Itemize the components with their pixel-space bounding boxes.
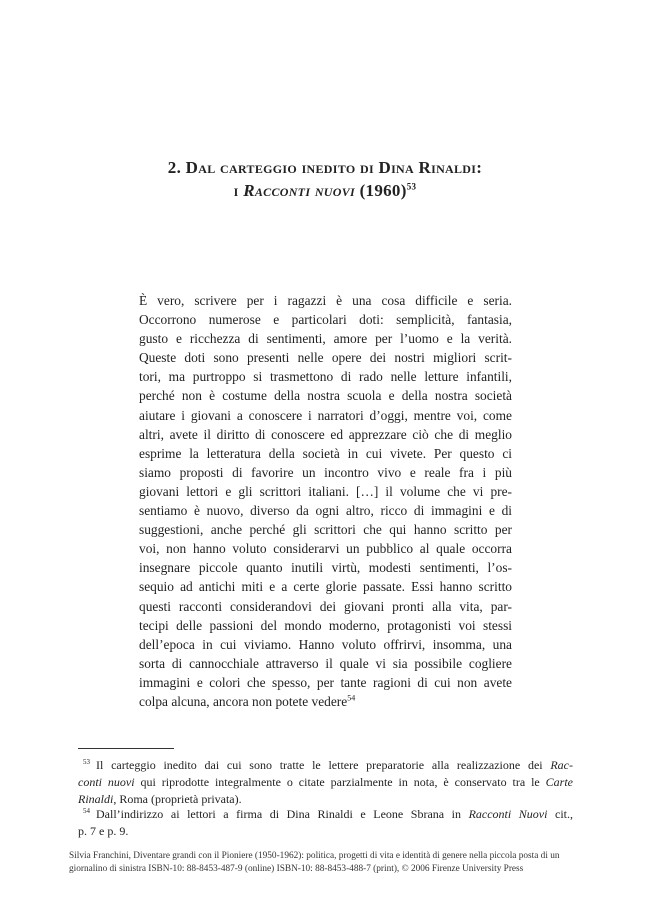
footnote-divider bbox=[78, 748, 174, 749]
footnote-54-line: p. 7 e p. 9. bbox=[78, 824, 129, 838]
quote-line: perché non è costume della nostra scuola e della nostra società bbox=[139, 388, 512, 404]
footnote-53-italic: Rac- bbox=[550, 758, 573, 772]
footnote-54-text: Dall’indirizzo ai lettori a firma di Dina Rinaldi e Leone Sbrana in bbox=[96, 807, 469, 821]
footnote-53-italic: Rinaldi bbox=[78, 792, 114, 806]
footnote-53-line bbox=[78, 774, 573, 791]
quote-line: aiutare i giovani a conoscere i narratori d’oggi, mentre voi, come bbox=[139, 407, 512, 423]
footnote-54-italic: Racconti Nuovi bbox=[468, 807, 548, 821]
quote-line: Occorrono numerose e particolari doti: semplicità, fantasia, bbox=[139, 312, 512, 328]
quote-line: Queste doti sono presenti nelle opere dei nostri migliori scrit- bbox=[139, 350, 512, 366]
footnote-53-italic: conti nuovi bbox=[78, 775, 135, 789]
section-title-line-2 bbox=[0, 181, 650, 201]
quote-line: voi, non hanno voluto considerarvi un pubblico al quale occorra bbox=[139, 541, 512, 557]
footnote-54-text: cit., bbox=[547, 807, 573, 821]
quote-line: immagini e colori che spesso, per tante ragioni di cui non avete bbox=[139, 674, 512, 690]
footnote-ref-54[interactable]: 54 bbox=[347, 693, 356, 703]
quote-line: tecipi delle passioni del mondo moderno, protagonisti voi stessi bbox=[139, 617, 512, 633]
quote-line: siamo proposti di favorire un incontro vivo e reale fra i più bbox=[139, 464, 512, 480]
quote-line: suggestioni, anche perché gli scrittori che qui hanno scritto per bbox=[139, 522, 512, 538]
footnote-54-line bbox=[78, 806, 573, 823]
footer-line: giornalino di sinistra ISBN-10: 88-8453-487-9 (online) ISBN-10: 88-8453-488-7 (print), © 2006 Firenze University Press bbox=[69, 864, 524, 874]
section-title-line-1: 2. Dal carteggio inedito di Dina Rinaldi: bbox=[167, 158, 483, 177]
quote-line: sequio ad antichi miti e a certe glorie passate. Essi hanno scritto bbox=[139, 579, 512, 595]
quote-line: esprime la letteratura della società in cui vivete. Per questo ci bbox=[139, 445, 512, 461]
footnote-53-text: qui riprodotte integralmente o citate parzialmente in nota, è conservato tra le bbox=[134, 775, 546, 789]
quote-line: tori, ma purtroppo si trasmettono di rado nelle letture infantili, bbox=[139, 369, 512, 385]
quote-line: giovani lettori e gli scrittori italiani. […] il volume che vi pre- bbox=[139, 483, 512, 499]
title-year: (1960) bbox=[355, 181, 407, 200]
footnote-54 bbox=[78, 806, 573, 840]
quote-line: gusto e ricchezza di sentimenti, amore per l’uomo e la verità. bbox=[139, 331, 512, 347]
footnote-ref-53[interactable]: 53 bbox=[406, 181, 417, 192]
quote-line-text: colpa alcuna, ancora non potete vedere bbox=[139, 693, 348, 709]
page-footer-citation bbox=[69, 850, 589, 876]
quote-line: insegnare piccole quanto inutili virtù, modesti sentimenti, l’os- bbox=[139, 560, 512, 576]
quote-line: dell’epoca in cui viviamo. Hanno voluto offrirvi, insomma, una bbox=[139, 636, 512, 652]
quote-line bbox=[139, 692, 512, 711]
quote-line: È vero, scrivere per i ragazzi è una cosa difficile e seria. bbox=[139, 293, 512, 308]
quote-line: altri, avete il diritto di conoscere ed apprezzare ciò che di meglio bbox=[139, 426, 512, 442]
footnote-53-number: 53 bbox=[83, 758, 90, 766]
block-quote bbox=[139, 291, 512, 711]
quote-line: questi racconti considerandovi dei giovani pronti alla vita, par- bbox=[139, 598, 512, 614]
footnote-53 bbox=[78, 757, 573, 808]
footnote-54-number: 54 bbox=[83, 807, 90, 815]
title-prefix: i bbox=[233, 181, 244, 200]
footnote-53-line bbox=[78, 757, 573, 774]
title-book-name: Racconti nuovi bbox=[243, 181, 356, 200]
quote-line: sorta di cannocchiale attraverso il quale vi sia possibile cogliere bbox=[139, 655, 512, 671]
footnote-53-italic: Carte bbox=[545, 775, 574, 789]
quote-line: sentiamo è nuovo, diverso da ogni altro, ricco di immagini e di bbox=[139, 503, 512, 519]
footer-line: Silvia Franchini, Diventare grandi con il Pioniere (1950-1962): politica, progetti di vita e identità di genere nella piccola posta di un bbox=[69, 851, 560, 861]
footnote-53-text: Il carteggio inedito dai cui sono tratte le lettere preparatorie alla realizzazione dei bbox=[96, 758, 551, 772]
footnote-53-text: , Roma (proprietà privata). bbox=[113, 792, 242, 806]
